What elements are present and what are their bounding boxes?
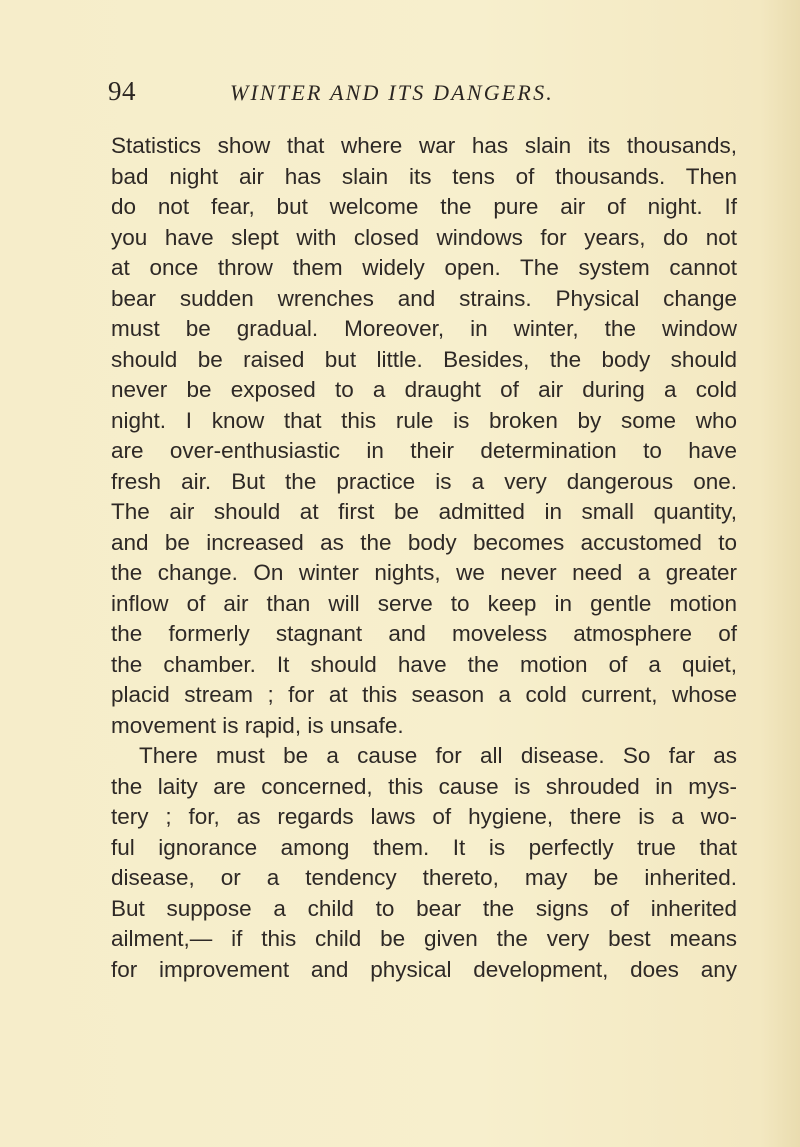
text-line: Statistics show that where war has slain its thousands, [111, 133, 737, 158]
text-line: and be increased as the body becomes accustomed to [111, 529, 737, 555]
body-text [111, 131, 737, 985]
text-line: bear sudden wrenches and strains. Physical change [111, 285, 737, 311]
text-line: movement is rapid, is unsafe. [111, 712, 404, 738]
text-line: night. I know that this rule is broken by some who [111, 407, 737, 433]
text-line: tery ; for, as regards laws of hygiene, there is a wo- [111, 804, 737, 829]
text-line: the chamber. It should have the motion of a quiet, [111, 651, 737, 677]
text-line: at once throw them widely open. The system cannot [111, 255, 737, 280]
running-title: WINTER AND ITS DANGERS. [230, 80, 554, 105]
text-line: placid stream ; for at this season a cold current, whose [111, 682, 737, 707]
text-line: inflow of air than will serve to keep in gentle motion [111, 590, 737, 616]
text-line: The air should at first be admitted in small quantity, [111, 499, 737, 524]
text-line: fresh air. But the practice is a very dangerous one. [111, 468, 737, 494]
page-number: 94 [108, 76, 136, 106]
text-line: the change. On winter nights, we never need a greater [111, 560, 737, 585]
text-line: should be raised but little. Besides, the body should [111, 346, 737, 372]
text-line: do not fear, but welcome the pure air of night. If [111, 194, 737, 219]
text-line: must be gradual. Moreover, in winter, the window [111, 316, 737, 341]
text-line: are over-enthusiastic in their determination to have [111, 438, 737, 463]
text-line: ailment,— if this child be given the very best means [111, 926, 737, 951]
text-line: disease, or a tendency thereto, may be inherited. [111, 865, 737, 890]
text-line: bad night air has slain its tens of thousands. Then [111, 163, 737, 189]
running-head [108, 76, 748, 116]
text-line: the formerly stagnant and moveless atmosphere of [111, 621, 737, 646]
text-line: for improvement and physical development, does any [111, 956, 737, 982]
text-line: There must be a cause for all disease. So far as [139, 743, 737, 768]
text-line: you have slept with closed windows for years, do not [111, 224, 737, 250]
text-line: ful ignorance among them. It is perfectly true that [111, 834, 737, 860]
text-line: the laity are concerned, this cause is shrouded in mys- [111, 773, 737, 799]
text-line: never be exposed to a draught of air during a cold [111, 377, 737, 402]
text-line: But suppose a child to bear the signs of inherited [111, 895, 737, 921]
